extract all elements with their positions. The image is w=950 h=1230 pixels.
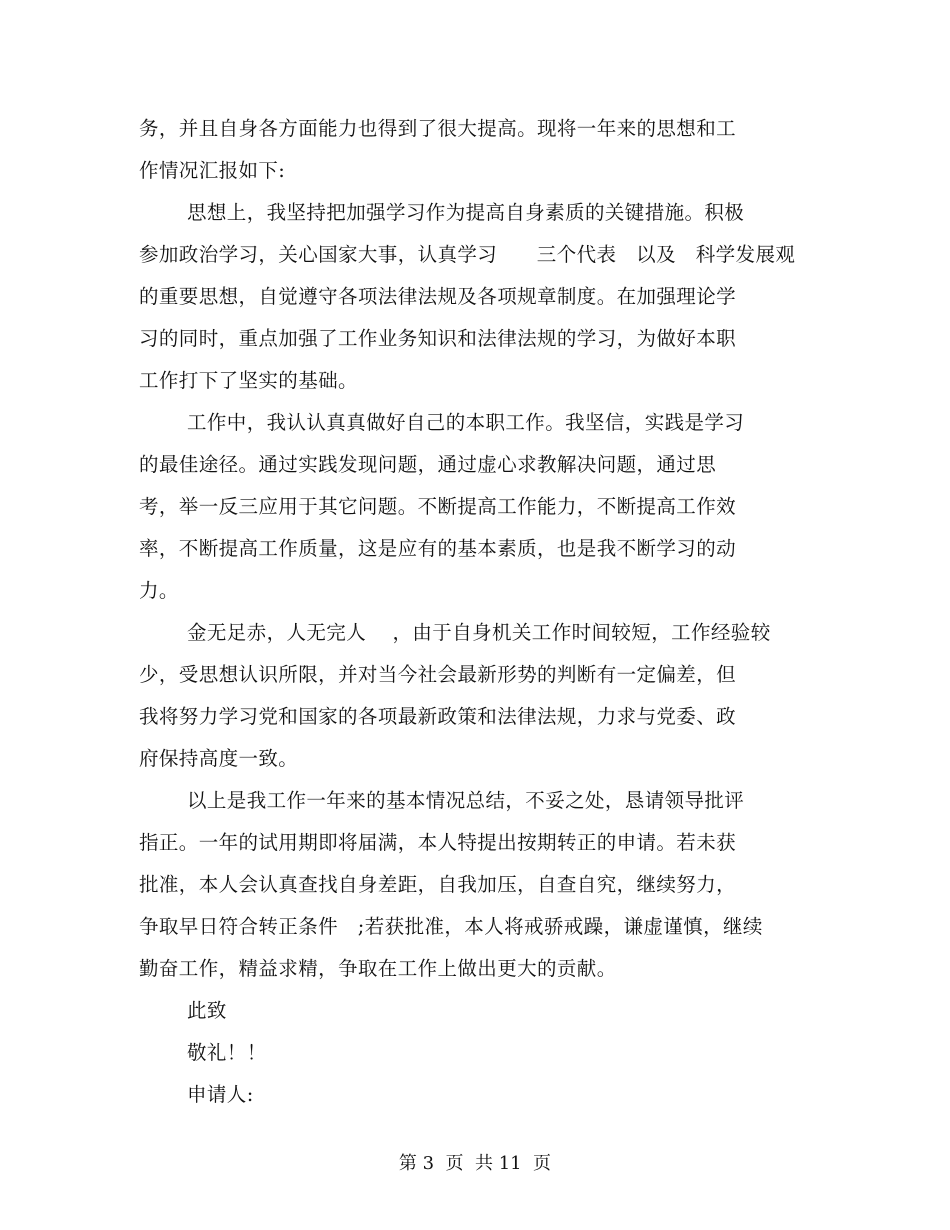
- text-line: 工作打下了坚实的基础。: [139, 369, 358, 392]
- page-footer: 第 3 页 共 11 页: [398, 1153, 552, 1174]
- closing-salutation: 此致: [187, 999, 227, 1022]
- closing-regards: 敬礼！！: [187, 1041, 267, 1064]
- text-line: 力。: [139, 579, 179, 602]
- text-line: 我将努力学习党和国家的各项最新政策和法律法规，力求与党委、政: [139, 705, 737, 728]
- text-line: 作情况汇报如下:: [139, 159, 286, 182]
- text-line: 习的同时，重点加强了工作业务知识和法律法规的学习，为做好本职: [139, 327, 737, 350]
- text-line: 争取早日符合转正条件 ;若获批准，本人将戒骄戒躁，谦虚谨慎，继续: [139, 915, 763, 938]
- applicant-label: 申请人:: [187, 1083, 254, 1106]
- text-line: 府保持高度一致。: [139, 747, 299, 770]
- text-line: 勤奋工作，精益求精，争取在工作上做出更大的贡献。: [139, 957, 617, 980]
- paragraph-start-line: 思想上，我坚持把加强学习作为提高自身素质的关键措施。积极: [187, 201, 745, 224]
- text-line: 考，举一反三应用于其它问题。不断提高工作能力，不断提高工作效: [139, 495, 737, 518]
- paragraph-start-line: 以上是我工作一年来的基本情况总结，不妥之处，恳请领导批评: [187, 789, 745, 812]
- paragraph-start-line: 金无足赤，人无完人 ，由于自身机关工作时间较短，工作经验较: [187, 621, 771, 644]
- text-line: 的重要思想，自觉遵守各项法律法规及各项规章制度。在加强理论学: [139, 285, 737, 308]
- text-line: 的最佳途径。通过实践发现问题，通过虚心求教解决问题，通过思: [139, 453, 717, 476]
- text-line: 参加政治学习，关心国家大事，认真学习 三个代表 以及 科学发展观: [139, 243, 796, 266]
- text-line: 批准，本人会认真查找自身差距，自我加压，自查自究，继续努力，: [139, 873, 737, 896]
- text-line: 少，受思想认识所限，并对当今社会最新形势的判断有一定偏差，但: [139, 663, 737, 686]
- text-line: 务，并且自身各方面能力也得到了很大提高。现将一年来的思想和工: [139, 117, 737, 140]
- text-line: 指正。一年的试用期即将届满，本人特提出按期转正的申请。若未获: [139, 831, 737, 854]
- paragraph-start-line: 工作中，我认认真真做好自己的本职工作。我坚信，实践是学习: [187, 411, 745, 434]
- text-line: 率，不断提高工作质量，这是应有的基本素质，也是我不断学习的动: [139, 537, 737, 560]
